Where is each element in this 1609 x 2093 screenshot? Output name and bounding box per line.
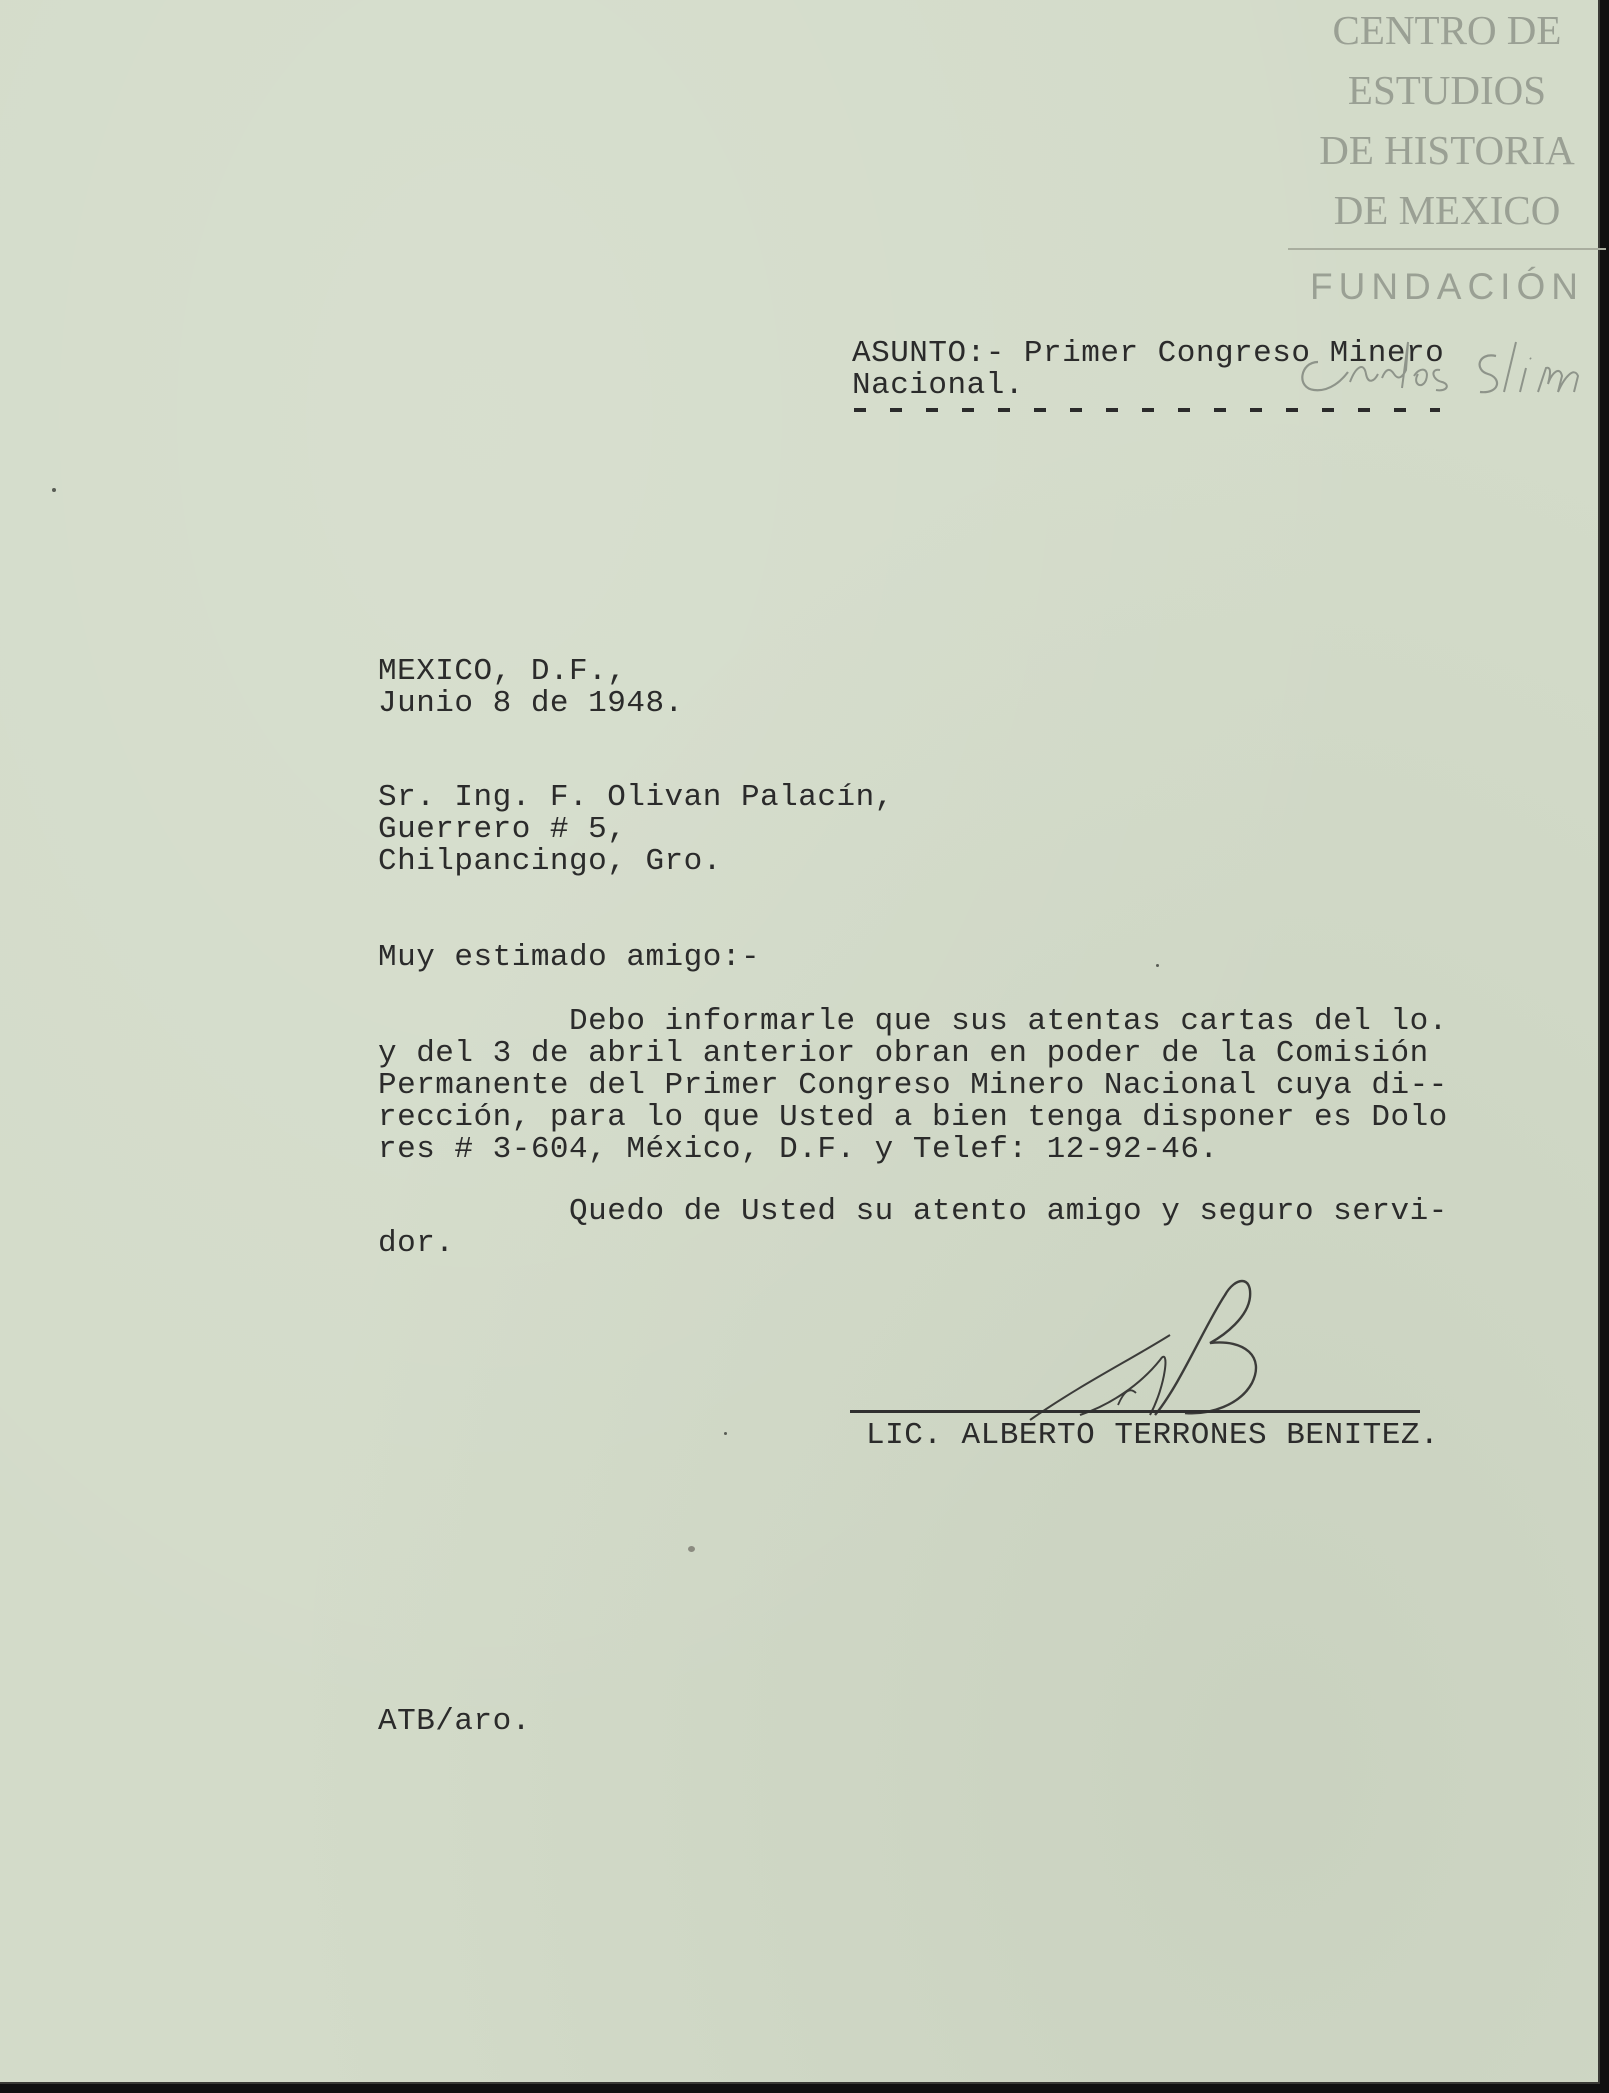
body-paragraph-1-line-5: res # 3-604, México, D.F. y Telef: 12-92-46. bbox=[378, 1132, 1219, 1167]
body-paragraph-1-line-4: rección, para lo que Usted a bien tenga disponer es Dolo bbox=[378, 1100, 1448, 1135]
watermark-line-1: CENTRO DE bbox=[1332, 7, 1562, 53]
signature-line bbox=[850, 1410, 1420, 1413]
recipient-name: Sr. Ing. F. Olivan Palacín, bbox=[378, 780, 894, 815]
paper-speck bbox=[688, 1546, 695, 1552]
recipient-street: Guerrero # 5, bbox=[378, 812, 627, 847]
recipient-city: Chilpancingo, Gro. bbox=[378, 844, 722, 879]
body-paragraph-2-line-1: Quedo de Usted su atento amigo y seguro servi- bbox=[378, 1194, 1448, 1229]
salutation: Muy estimado amigo:- bbox=[378, 940, 761, 975]
body-paragraph-1-line-2: y del 3 de abril anterior obran en poder de la Comisión bbox=[378, 1036, 1429, 1071]
signatory-name: LIC. ALBERTO TERRONES BENITEZ. bbox=[866, 1418, 1440, 1453]
reference-initials: ATB/aro. bbox=[378, 1704, 531, 1739]
paper-speck bbox=[1156, 964, 1159, 967]
body-paragraph-1-line-3: Permanente del Primer Congreso Minero Nacional cuya di-- bbox=[378, 1068, 1448, 1103]
dashed-rule bbox=[852, 404, 1442, 414]
body-paragraph-2-line-2: dor. bbox=[378, 1226, 455, 1261]
paper-speck bbox=[724, 1432, 727, 1435]
subject-line-2: Nacional. bbox=[852, 368, 1024, 403]
watermark-box bbox=[1288, 0, 1606, 250]
subject-line-1: ASUNTO:- Primer Congreso Minero bbox=[852, 336, 1445, 371]
watermark-line-4: DE MEXICO bbox=[1333, 187, 1561, 233]
paper-speck bbox=[52, 488, 56, 492]
watermark-line-2: ESTUDIOS bbox=[1347, 67, 1547, 113]
watermark-line-5: FUNDACIÓN bbox=[1310, 266, 1584, 307]
date-line: Junio 8 de 1948. bbox=[378, 686, 684, 721]
body-paragraph-1-line-1: Debo informarle que sus atentas cartas del lo. bbox=[378, 1004, 1448, 1039]
watermark-line-3: DE HISTORIA bbox=[1319, 127, 1575, 173]
place-line: MEXICO, D.F., bbox=[378, 654, 627, 689]
